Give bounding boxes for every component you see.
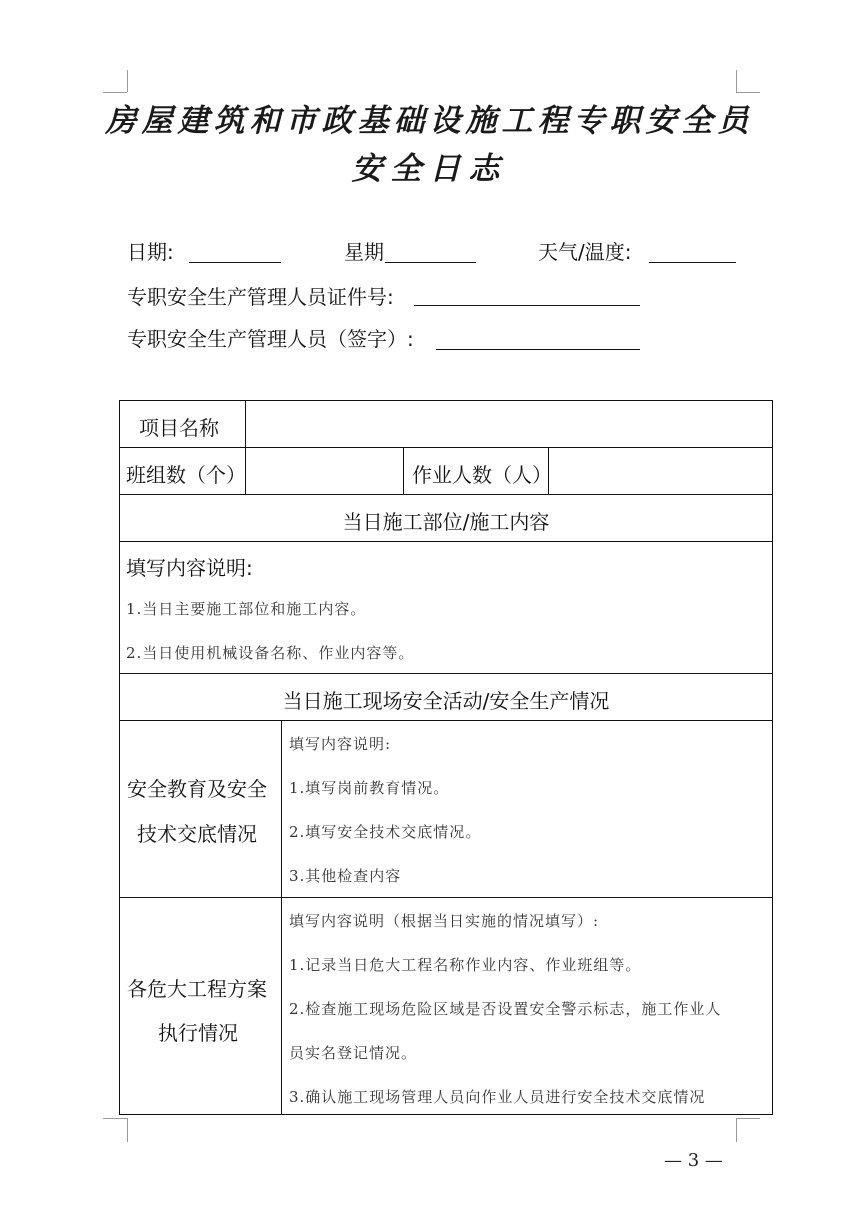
- team-count-label-cell: [119, 447, 246, 495]
- danger-note-2: 2.检查施工现场危险区域是否设置安全警示标志，施工作业人: [289, 1000, 722, 1018]
- section1-note-1: 1.当日主要施工部位和施工内容。: [126, 600, 367, 618]
- edu-content[interactable]: [281, 720, 773, 898]
- weekday-field[interactable]: [385, 262, 476, 263]
- crop-mark-bottom-right-v: [736, 1118, 737, 1142]
- danger-content[interactable]: [281, 897, 773, 1115]
- document-title: 房屋建筑和市政基础设施工程专职安全员: [105, 103, 754, 139]
- edu-label-line2: 技术交底情况: [137, 822, 257, 846]
- weather-field[interactable]: [649, 262, 736, 263]
- danger-label-line1: 各危大工程方案: [127, 977, 267, 1001]
- date-field[interactable]: [189, 262, 281, 263]
- weekday-label: 星期: [344, 240, 384, 264]
- crop-mark-bottom-left-v: [127, 1118, 128, 1142]
- sign-label: 专职安全生产管理人员（签字）:: [127, 327, 414, 351]
- cert-field[interactable]: [414, 305, 640, 306]
- project-name-label: 项目名称: [139, 416, 219, 440]
- edu-label-line1: 安全教育及安全: [127, 777, 267, 801]
- date-label: 日期:: [127, 240, 174, 264]
- danger-label-cell: [119, 897, 282, 1115]
- team-count-label: 班组数（个）: [126, 463, 246, 487]
- weather-label: 天气/温度:: [538, 240, 632, 264]
- project-name-input[interactable]: [245, 400, 773, 448]
- cert-label: 专职安全生产管理人员证件号:: [127, 285, 394, 309]
- team-count-input[interactable]: [245, 447, 404, 495]
- page-number: — 3 —: [664, 1150, 723, 1171]
- worker-count-label: 作业人数（人）: [412, 463, 552, 487]
- section1-header: [119, 494, 773, 542]
- crop-mark-bottom-left-h: [103, 1118, 127, 1119]
- section2-title: 当日施工现场安全活动/安全生产情况: [282, 689, 610, 713]
- danger-label-line2: 执行情况: [158, 1021, 238, 1045]
- crop-mark-bottom-right-h: [736, 1118, 760, 1119]
- edu-note-2: 2.填写安全技术交底情况。: [289, 823, 482, 841]
- project-name-label-cell: [119, 400, 246, 448]
- section1-note-2: 2.当日使用机械设备名称、作业内容等。: [126, 644, 415, 662]
- danger-note-4: 3.确认施工现场管理人员向作业人员进行安全技术交底情况: [289, 1088, 706, 1106]
- edu-label-cell: [119, 720, 282, 898]
- edu-note-3: 3.其他检查内容: [289, 867, 402, 885]
- section1-note-title: 填写内容说明:: [126, 556, 253, 580]
- crop-mark-top-right-h: [736, 92, 760, 93]
- danger-note-3: 员实名登记情况。: [289, 1044, 418, 1062]
- worker-count-input[interactable]: [548, 447, 773, 495]
- danger-note-1: 1.记录当日危大工程名称作业内容、作业班组等。: [289, 956, 642, 974]
- danger-note-title: 填写内容说明（根据当日实施的情况填写）:: [289, 912, 600, 930]
- crop-mark-top-left-h: [103, 92, 127, 93]
- sign-field[interactable]: [436, 349, 640, 350]
- section1-content[interactable]: [119, 541, 773, 674]
- crop-mark-top-right-v: [736, 70, 737, 92]
- section1-title: 当日施工部位/施工内容: [342, 510, 550, 534]
- edu-note-1: 1.填写岗前教育情况。: [289, 779, 450, 797]
- crop-mark-top-left-v: [127, 70, 128, 92]
- edu-note-title: 填写内容说明:: [289, 735, 392, 753]
- log-table: [119, 400, 773, 1115]
- worker-count-label-cell: [403, 447, 552, 495]
- document-subtitle: 安全日志: [351, 151, 508, 187]
- section2-header: [119, 673, 773, 721]
